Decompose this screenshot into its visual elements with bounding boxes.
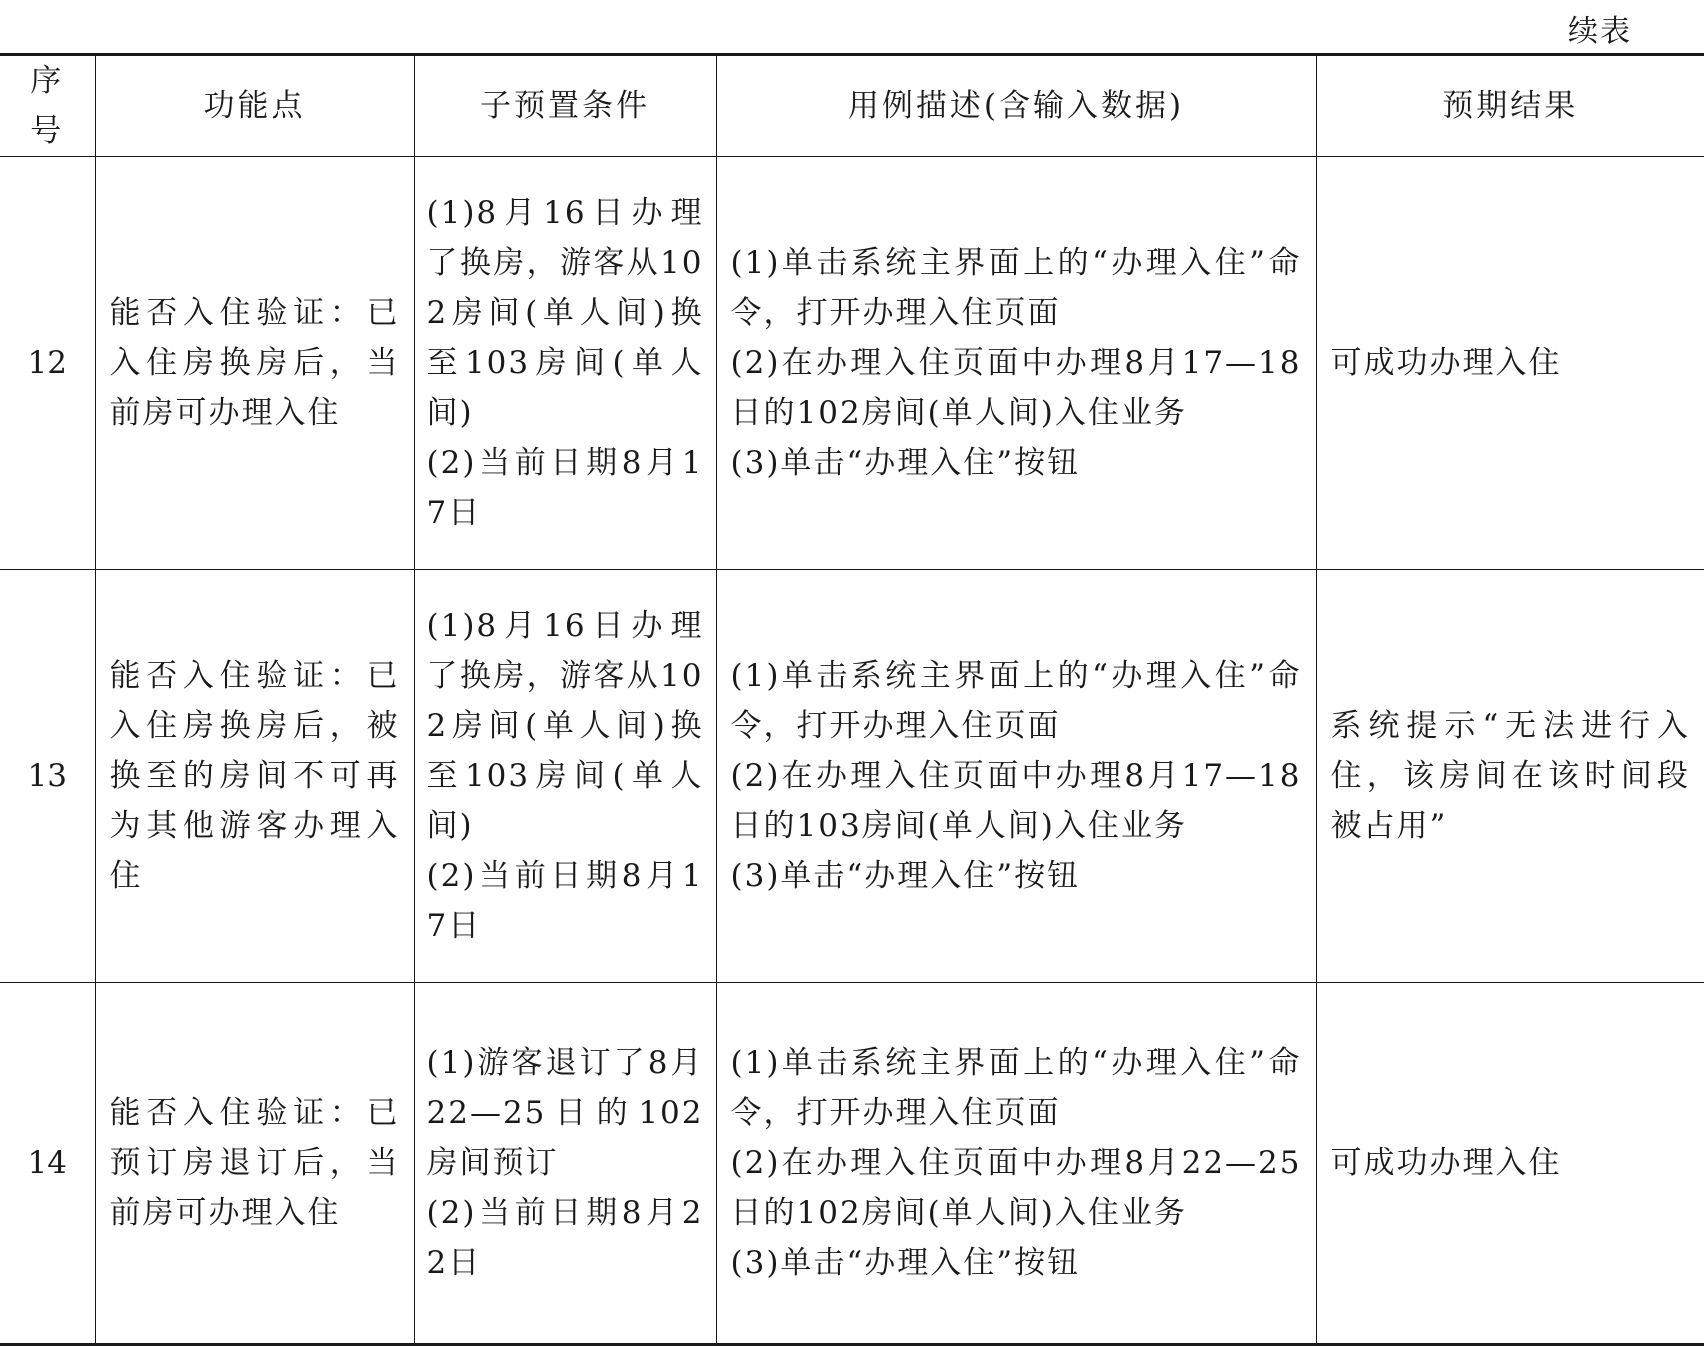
function-point-cell: 能否入住验证：已入住房换房后，被换至的房间不可再为其他游客办理入住 [95,570,414,983]
description-step: (2)在办理入住页面中办理8月22—25日的102房间(单人间)入住业务 [730,1145,1302,1231]
row-number: 14 [0,983,95,1345]
table-row [0,157,1704,570]
header-sub-precondition: 子预置条件 [414,55,716,157]
sub-precondition-cell [414,570,716,983]
header-function-point: 功能点 [95,55,414,157]
sub-precondition-cell [414,983,716,1345]
case-description-cell [716,570,1316,983]
precondition-item: (1)8月16日办理了换房，游客从102房间(单人间)换至103房间(单人间) [426,195,704,431]
row-number: 12 [0,157,95,570]
function-point-cell: 能否入住验证：已入住房换房后，当前房可办理入住 [95,157,414,570]
case-description-cell [716,157,1316,570]
description-step: (2)在办理入住页面中办理8月17—18日的103房间(单人间)入住业务 [730,758,1302,844]
table-row [0,570,1704,983]
precondition-item: (2)当前日期8月17日 [426,858,704,944]
expected-result-cell: 可成功办理入住 [1316,157,1704,570]
precondition-item: (1)游客退订了8月22—25日的102房间预订 [426,1045,704,1181]
function-point-cell: 能否入住验证：已预订房退订后，当前房可办理入住 [95,983,414,1345]
continued-label: 续表 [1568,14,1632,49]
header-expected-result: 预期结果 [1316,55,1704,157]
table-row [0,983,1704,1345]
precondition-item: (2)当前日期8月22日 [426,1195,704,1281]
expected-result-cell: 系统提示“无法进行入住，该房间在该时间段被占用” [1316,570,1704,983]
description-step: (1)单击系统主界面上的“办理入住”命令，打开办理入住页面 [730,658,1302,744]
test-case-table [0,53,1704,1346]
header-case-description: 用例描述(含输入数据) [716,55,1316,157]
description-step: (1)单击系统主界面上的“办理入住”命令，打开办理入住页面 [730,1045,1302,1131]
sub-precondition-cell [414,157,716,570]
expected-result-cell: 可成功办理入住 [1316,983,1704,1345]
description-step: (1)单击系统主界面上的“办理入住”命令，打开办理入住页面 [730,245,1302,331]
header-no: 序号 [0,55,95,157]
description-step: (3)单击“办理入住”按钮 [730,858,1081,894]
row-number: 13 [0,570,95,983]
precondition-item: (1)8月16日办理了换房，游客从102房间(单人间)换至103房间(单人间) [426,608,704,844]
description-step: (2)在办理入住页面中办理8月17—18日的102房间(单人间)入住业务 [730,345,1302,431]
description-step: (3)单击“办理入住”按钮 [730,1245,1081,1281]
case-description-cell [716,983,1316,1345]
description-step: (3)单击“办理入住”按钮 [730,445,1081,481]
precondition-item: (2)当前日期8月17日 [426,445,704,531]
table-header-row [0,55,1704,157]
